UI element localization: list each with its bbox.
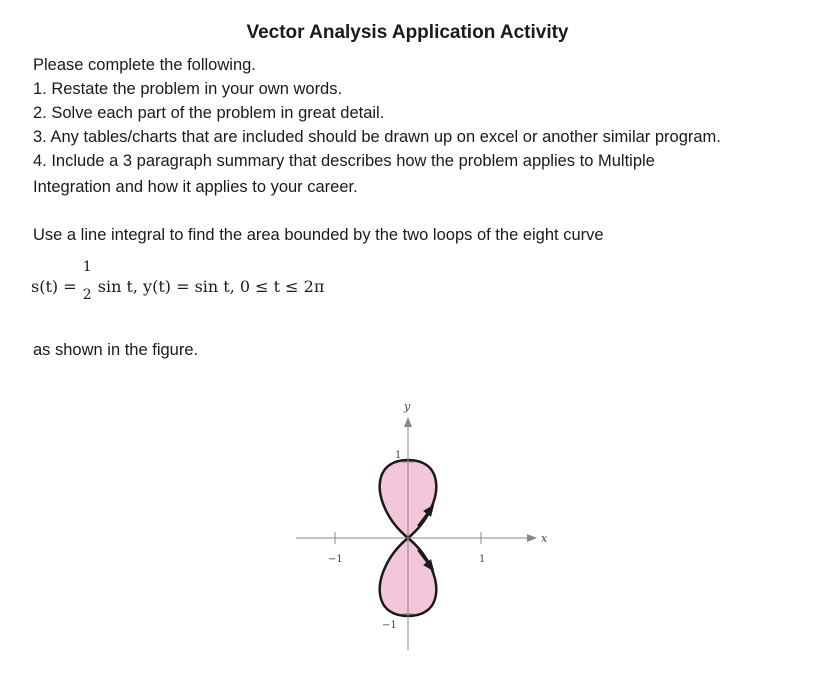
instruction-item-4-continued: Integration and how it applies to your career. xyxy=(33,178,358,196)
x-tick-pos-label: 1 xyxy=(479,554,486,565)
instruction-item-2: 2. Solve each part of the problem in great detail. xyxy=(33,104,385,122)
problem-closing: as shown in the figure. xyxy=(33,341,199,359)
y-axis-label: y xyxy=(404,400,411,413)
instruction-item-1: 1. Restate the problem in your own words. xyxy=(33,80,343,98)
problem-statement: Use a line integral to find the area bounded by the two loops of the eight curve xyxy=(33,226,604,244)
instruction-item-3: 3. Any tables/charts that are included should be drawn up on excel or another similar program. xyxy=(33,128,721,146)
equation-suffix: sin t, y(t) = sin t, 0 ≤ t ≤ 2π xyxy=(97,276,325,296)
x-tick-neg-label: −1 xyxy=(328,554,343,565)
fraction-denominator: 2 xyxy=(82,287,92,303)
y-tick-pos-label: 1 xyxy=(395,450,402,461)
x-axis-label: x xyxy=(541,532,548,545)
instructions-intro: Please complete the following. xyxy=(33,56,256,74)
page-title: Vector Analysis Application Activity xyxy=(246,22,569,43)
instruction-item-4: 4. Include a 3 paragraph summary that describes how the problem applies to Multiple xyxy=(33,152,655,170)
equation-prefix: s(t) = xyxy=(31,276,77,296)
fraction-numerator: 1 xyxy=(82,259,92,275)
y-tick-neg-label: −1 xyxy=(382,620,397,631)
